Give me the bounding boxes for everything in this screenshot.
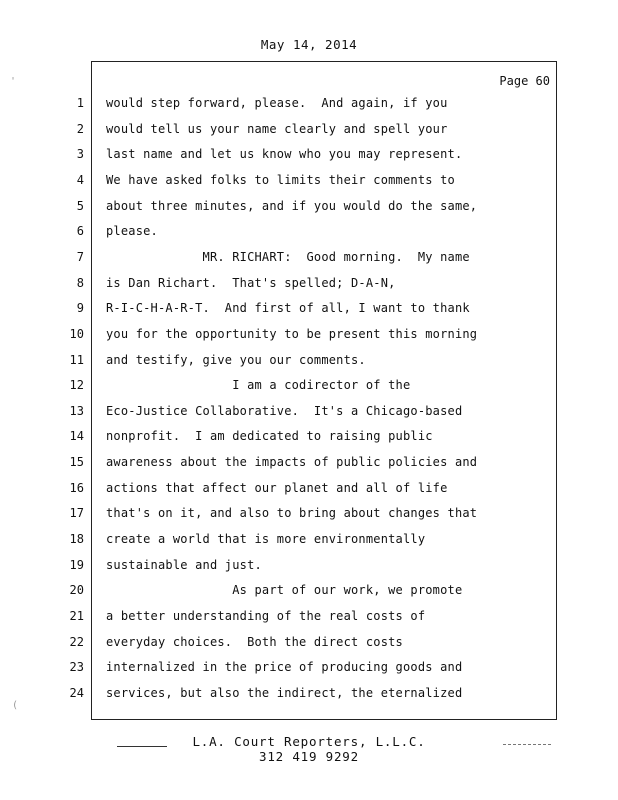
line-number: 22	[69, 635, 84, 649]
line-number: 13	[69, 404, 84, 418]
line-text: R-I-C-H-A-R-T. And first of all, I want to thank	[106, 301, 470, 315]
line-number: 23	[69, 660, 84, 674]
scan-speck: (	[12, 700, 19, 711]
line-number: 19	[69, 558, 84, 572]
line-number: 4	[76, 173, 84, 187]
line-text: Eco-Justice Collaborative. It's a Chicago-based	[106, 404, 463, 418]
line-text: sustainable and just.	[106, 558, 262, 572]
line-text: everyday choices. Both the direct costs	[106, 635, 403, 649]
line-text: you for the opportunity to be present this morning	[106, 327, 478, 341]
line-text: I am a codirector of the	[106, 378, 411, 392]
line-number: 14	[69, 429, 84, 443]
line-text: that's on it, and also to bring about changes that	[106, 506, 478, 520]
line-number: 7	[76, 250, 84, 264]
line-number: 16	[69, 481, 84, 495]
line-number: 12	[69, 378, 84, 392]
line-text: MR. RICHART: Good morning. My name	[106, 250, 470, 264]
line-text: is Dan Richart. That's spelled; D-A-N,	[106, 276, 396, 290]
line-number: 17	[69, 506, 84, 520]
line-text: services, but also the indirect, the eternalized	[106, 686, 463, 700]
header-date: May 14, 2014	[260, 37, 358, 52]
line-text: nonprofit. I am dedicated to raising public	[106, 429, 433, 443]
line-text: would step forward, please. And again, if you	[106, 96, 448, 110]
footer-company: L.A. Court Reporters, L.L.C.	[192, 734, 426, 749]
line-number: 9	[76, 301, 84, 315]
line-number: 18	[69, 532, 84, 546]
line-text: internalized in the price of producing goods and	[106, 660, 463, 674]
line-number: 6	[76, 224, 84, 238]
line-text: create a world that is more environmentally	[106, 532, 426, 546]
line-number: 8	[76, 276, 84, 290]
line-text: As part of our work, we promote	[106, 583, 463, 597]
line-number: 3	[76, 147, 84, 161]
line-text: please.	[106, 224, 158, 238]
line-text: and testify, give you our comments.	[106, 353, 366, 367]
line-number: 20	[69, 583, 84, 597]
line-number: 15	[69, 455, 84, 469]
line-text: would tell us your name clearly and spell your	[106, 122, 448, 136]
line-number: 2	[76, 122, 84, 136]
line-text: a better understanding of the real costs of	[106, 609, 426, 623]
line-number: 10	[69, 327, 84, 341]
line-number: 11	[69, 353, 84, 367]
line-text: about three minutes, and if you would do the same,	[106, 199, 478, 213]
line-text: We have asked folks to limits their comments to	[106, 173, 455, 187]
line-number: 5	[76, 199, 84, 213]
line-number: 1	[76, 96, 84, 110]
line-text: last name and let us know who you may represent.	[106, 147, 463, 161]
page-number: Page 60	[499, 74, 550, 88]
footer-phone: 312 419 9292	[259, 749, 359, 764]
line-text: awareness about the impacts of public policies and	[106, 455, 478, 469]
line-text: actions that affect our planet and all of life	[106, 481, 448, 495]
scan-speck: '	[10, 76, 17, 87]
line-number: 21	[69, 609, 84, 623]
line-number: 24	[69, 686, 84, 700]
